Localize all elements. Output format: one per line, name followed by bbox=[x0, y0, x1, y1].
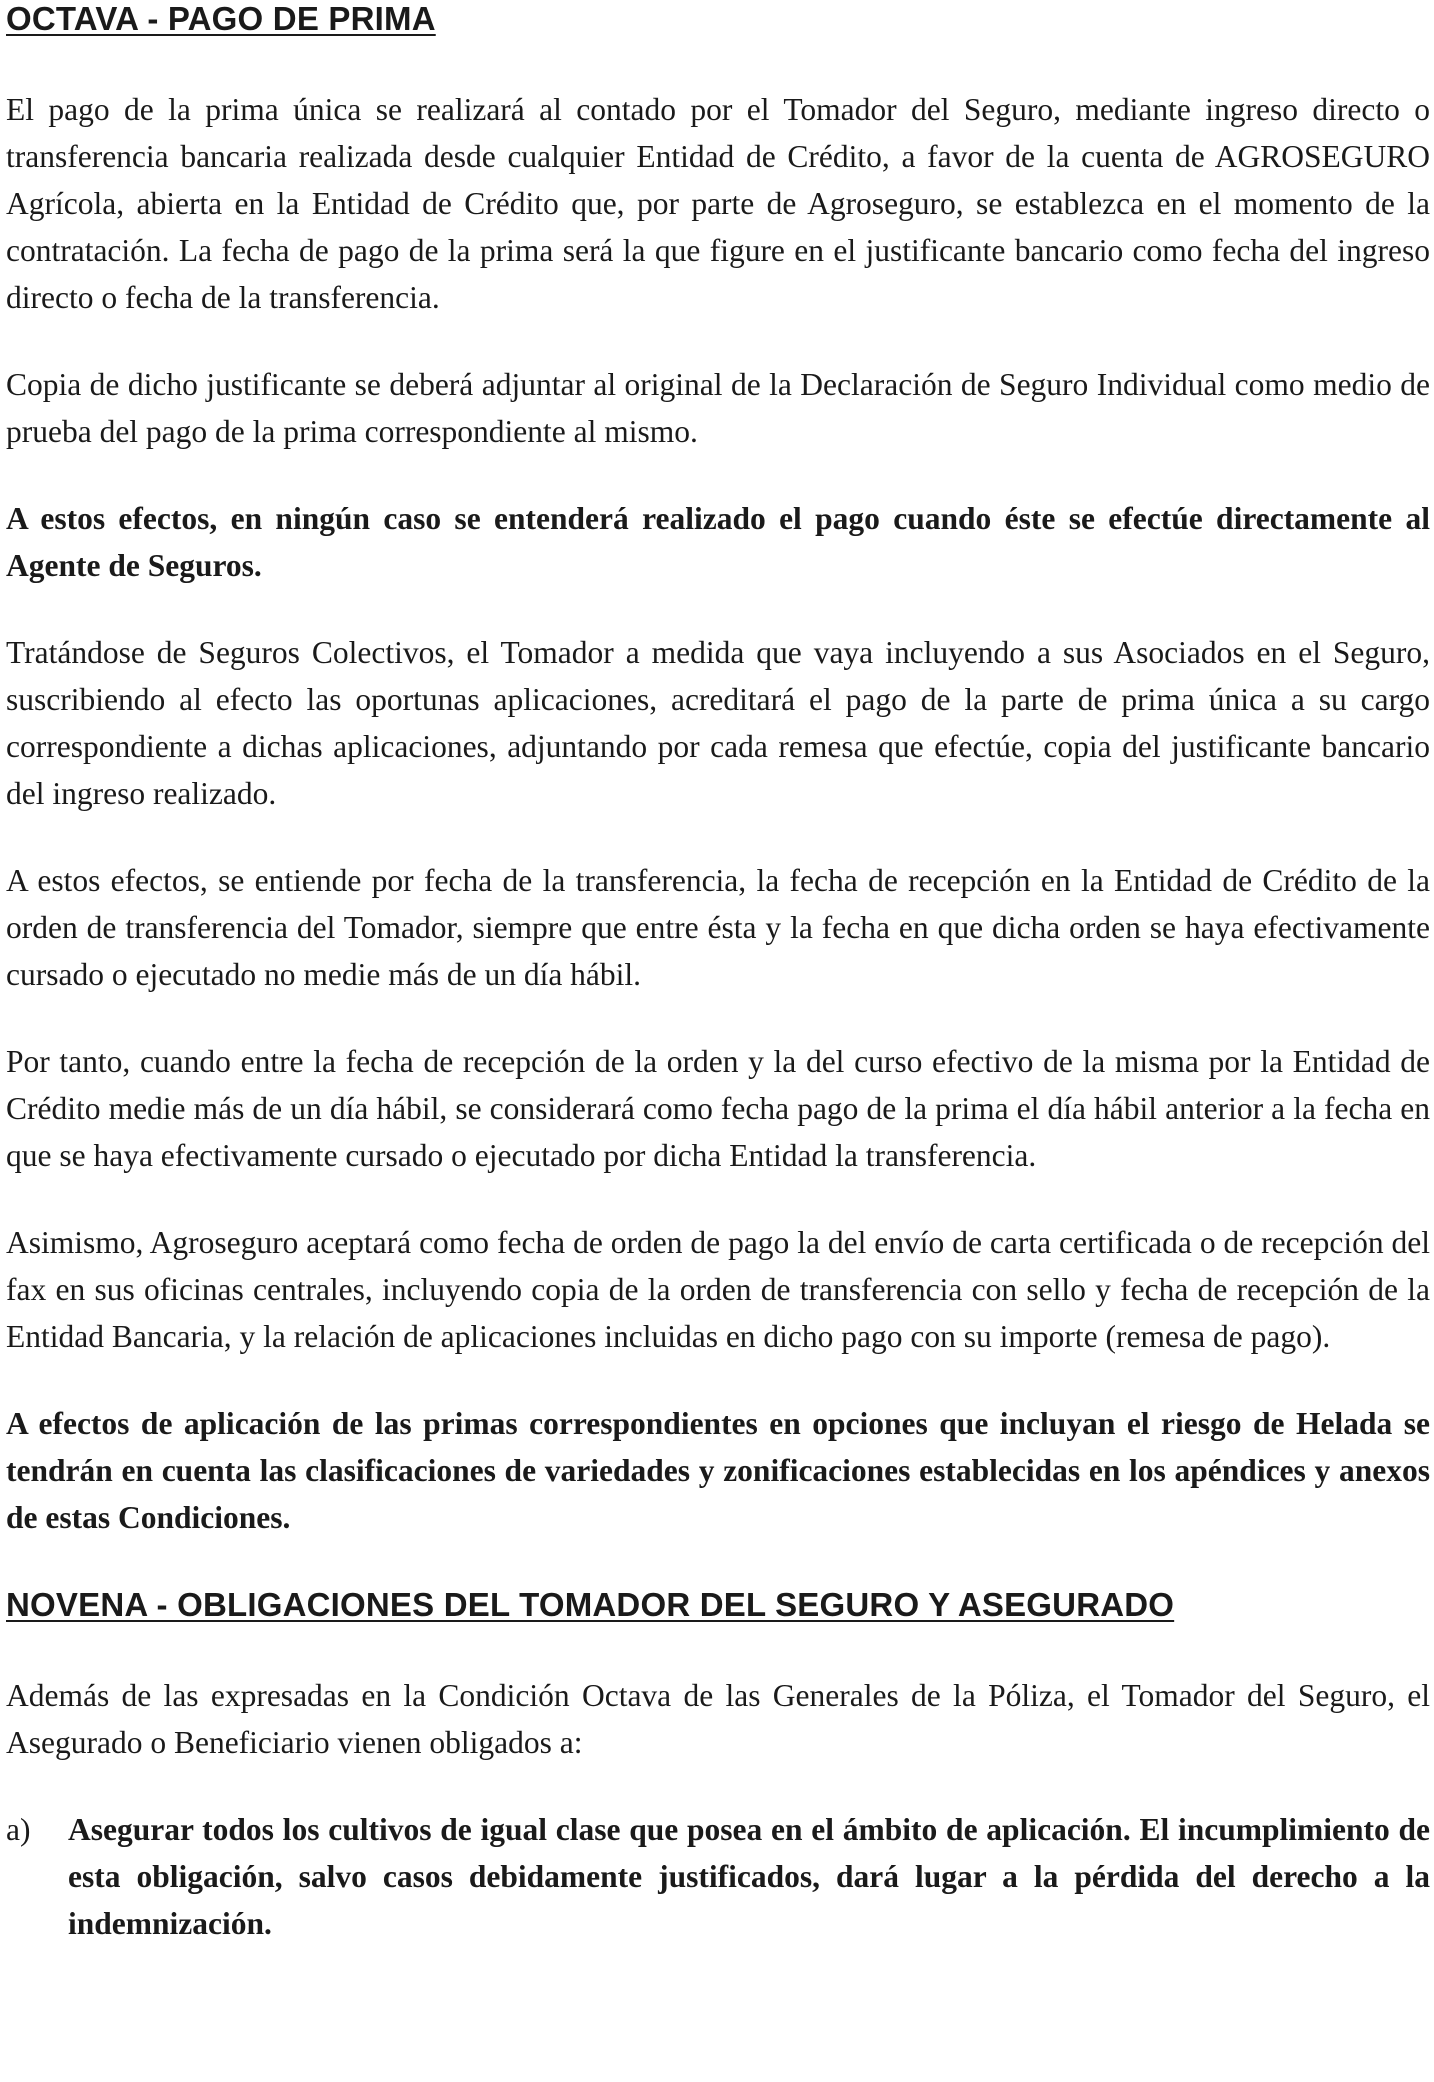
paragraph-obligaciones-intro: Además de las expresadas en la Condición Octava de las Generales de la Póliza, el Tomador del Seguro, el Asegurado o Beneficiario vienen obligados a: bbox=[6, 1678, 1430, 1760]
paragraph-agente-seguros: A estos efectos, en ningún caso se entenderá realizado el pago cuando éste se efectúe directamente al Agente de Seguros. bbox=[6, 501, 1430, 583]
section-title-novena: NOVENA - OBLIGACIONES DEL TOMADOR DEL SEGURO Y ASEGURADO bbox=[6, 1586, 1175, 1623]
paragraph-riesgo-helada: A efectos de aplicación de las primas correspondientes en opciones que incluyan el riesgo de Helada se tendrán en cuenta las clasificaciones de variedades y zonificaciones establecidas en los apéndices y anexos de estas Condiciones. bbox=[6, 1406, 1430, 1535]
paragraph-dia-habil: Por tanto, cuando entre la fecha de recepción de la orden y la del curso efectivo de la misma por la Entidad de Crédito medie más de un día hábil, se considerará como fecha pago de la prima el día hábil anterior a la fecha en que se haya efectivamente cursado o ejecutado por dicha Entidad la transferencia. bbox=[6, 1044, 1430, 1173]
paragraph-carta-certificada: Asimismo, Agroseguro aceptará como fecha de orden de pago la del envío de carta certificada o de recepción del fax en sus oficinas centrales, incluyendo copia de la orden de transferencia con sello y fecha de recepción de la Entidad Bancaria, y la relación de aplicaciones incluidas en dicho pago con su importe (remesa de pago). bbox=[6, 1225, 1430, 1354]
section-title-octava: OCTAVA - PAGO DE PRIMA bbox=[6, 0, 436, 37]
document-page bbox=[6, 0, 1434, 1947]
paragraph-seguros-colectivos: Tratándose de Seguros Colectivos, el Tomador a medida que vaya incluyendo a sus Asociados en el Seguro, suscribiendo al efecto las oportunas aplicaciones, acreditará el pago de la parte de prima única a su cargo correspondiente a dichas aplicaciones, adjuntando por cada remesa que efectúe, copia del justificante bancario del ingreso realizado. bbox=[6, 635, 1430, 811]
list-item-marker: a) bbox=[6, 1812, 31, 1847]
list-item bbox=[6, 1806, 1430, 1947]
paragraph-fecha-transferencia: A estos efectos, se entiende por fecha de la transferencia, la fecha de recepción en la Entidad de Crédito de la orden de transferencia del Tomador, siempre que entre ésta y la fecha en que dicha orden se haya efectivamente cursado o ejecutado no medie más de un día hábil. bbox=[6, 863, 1430, 992]
paragraph-pago-prima: El pago de la prima única se realizará al contado por el Tomador del Seguro, mediante ingreso directo o transferencia bancaria realizada desde cualquier Entidad de Crédito, a favor de la cuenta de AGROSEGURO Agrícola, abierta en la Entidad de Crédito que, por parte de Agroseguro, se establezca en el momento de la contratación. La fecha de pago de la prima será la que figure en el justificante bancario como fecha del ingreso directo o fecha de la transferencia. bbox=[6, 92, 1430, 315]
paragraph-copia-justificante: Copia de dicho justificante se deberá adjuntar al original de la Declaración de Seguro Individual como medio de prueba del pago de la prima correspondiente al mismo. bbox=[6, 367, 1430, 449]
list-item-text: Asegurar todos los cultivos de igual clase que posea en el ámbito de aplicación. El incumplimiento de esta obligación, salvo casos debidamente justificados, dará lugar a la pérdida del derecho a la indemnización. bbox=[68, 1812, 1430, 1941]
